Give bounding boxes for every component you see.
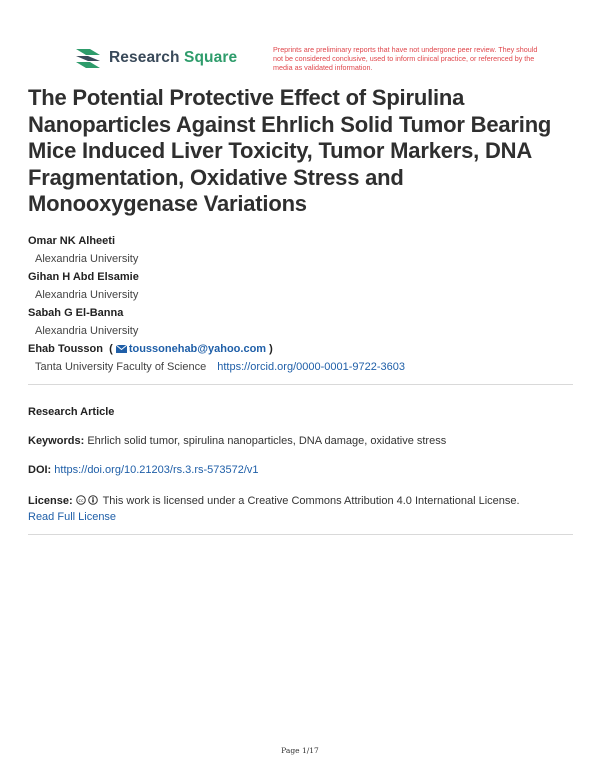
doi-link[interactable]: https://doi.org/10.21203/rs.3.rs-573572/v1 bbox=[54, 464, 259, 476]
keywords-label: Keywords: bbox=[28, 435, 85, 447]
author-name[interactable]: Gihan H Abd Elsamie bbox=[28, 271, 139, 283]
license-text: This work is licensed under a Creative Commons Attribution 4.0 International License. bbox=[102, 495, 520, 507]
svg-text:cc: cc bbox=[78, 499, 84, 504]
paren-close: ) bbox=[269, 343, 273, 355]
keywords-value: Ehrlich solid tumor, spirulina nanoparticles, DNA damage, oxidative stress bbox=[87, 435, 447, 447]
author-list bbox=[28, 232, 573, 376]
author-affiliation: Alexandria University bbox=[35, 253, 139, 265]
author-affiliation: Alexandria University bbox=[35, 289, 139, 301]
corresponding-author bbox=[28, 340, 573, 358]
author-name[interactable]: Omar NK Alheeti bbox=[28, 235, 116, 247]
research-square-logo-icon bbox=[74, 46, 102, 70]
read-full-license-link[interactable]: Read Full License bbox=[28, 511, 117, 523]
logo-text: Research Square bbox=[109, 49, 238, 66]
research-square-logo[interactable] bbox=[74, 46, 237, 70]
cc-icon bbox=[76, 495, 86, 505]
divider bbox=[28, 534, 573, 535]
doi-row bbox=[28, 462, 573, 478]
preprint-notice: Preprints are preliminary reports that have not undergone peer review. They should not be considered conclusive, used to inform clinical practice, or referenced by the media as validated information. bbox=[273, 45, 538, 72]
paren-open: ( bbox=[109, 343, 113, 355]
corresponding-affiliation-row bbox=[28, 358, 573, 376]
divider bbox=[28, 384, 573, 385]
author-affiliation: Tanta University Faculty of Science bbox=[35, 361, 207, 373]
paper-title: The Potential Protective Effect of Spirulina Nanoparticles Against Ehrlich Solid Tumor Bearing Mice Induced Liver Toxicity, Tumor Markers, DNA Fragmentation, Oxidative Stress and Monooxygenase Variations bbox=[28, 85, 552, 216]
author-affiliation: Alexandria University bbox=[35, 325, 139, 337]
email-link[interactable]: toussonehab@yahoo.com bbox=[128, 343, 267, 355]
cc-by-icon bbox=[88, 495, 98, 505]
author-name[interactable]: Sabah G El-Banna bbox=[28, 307, 124, 319]
orcid-link[interactable]: https://orcid.org/0000-0001-9722-3603 bbox=[217, 361, 405, 373]
corresponding-author-name[interactable]: Ehab Tousson bbox=[28, 343, 103, 355]
page-number: Page 1/17 bbox=[281, 746, 319, 755]
license-row bbox=[28, 493, 573, 525]
envelope-icon bbox=[116, 345, 127, 353]
doi-label: DOI: bbox=[28, 464, 52, 476]
license-label: License: bbox=[28, 495, 73, 507]
keywords-row bbox=[28, 433, 573, 449]
article-type: Research Article bbox=[28, 406, 115, 418]
